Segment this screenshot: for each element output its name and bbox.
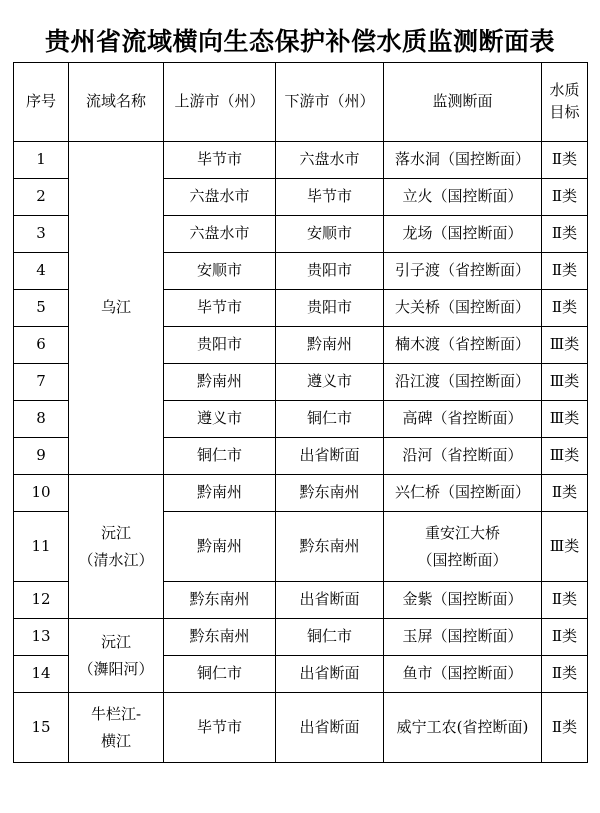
- basin-line2: 横江: [100, 731, 131, 750]
- table-header-row: [14, 63, 588, 142]
- header-downstream: 下游市（州）: [276, 63, 384, 142]
- header-seq: 序号: [14, 63, 69, 142]
- basin-line1: 沅江: [100, 633, 131, 652]
- cell-upstream: 六盘水市: [164, 179, 276, 216]
- cell-downstream: 出省断面: [276, 656, 384, 693]
- cell-target: Ⅲ类: [542, 438, 588, 475]
- monitoring-sections-table: [13, 62, 588, 763]
- cell-seq: 1: [14, 142, 69, 179]
- cell-downstream: 出省断面: [276, 693, 384, 763]
- cell-upstream: 铜仁市: [164, 438, 276, 475]
- cell-section: 引子渡（省控断面）: [384, 253, 542, 290]
- cell-downstream: 黔南州: [276, 327, 384, 364]
- cell-target: Ⅱ类: [542, 142, 588, 179]
- cell-target: Ⅲ类: [542, 364, 588, 401]
- cell-section: 金紫（国控断面）: [384, 582, 542, 619]
- cell-seq: 11: [14, 512, 69, 582]
- section-line1: 重安江大桥: [424, 523, 500, 542]
- cell-upstream: 遵义市: [164, 401, 276, 438]
- basin-line2: （清水江）: [78, 550, 154, 569]
- table-row: [14, 142, 588, 179]
- cell-downstream: 铜仁市: [276, 401, 384, 438]
- cell-seq: 8: [14, 401, 69, 438]
- cell-section: 落水洞（国控断面）: [384, 142, 542, 179]
- cell-downstream: 黔东南州: [276, 475, 384, 512]
- cell-upstream: 毕节市: [164, 693, 276, 763]
- cell-upstream: 安顺市: [164, 253, 276, 290]
- cell-downstream: 毕节市: [276, 179, 384, 216]
- header-target-line1: 水质: [549, 81, 580, 100]
- cell-upstream: 毕节市: [164, 290, 276, 327]
- cell-seq: 12: [14, 582, 69, 619]
- cell-downstream: 出省断面: [276, 438, 384, 475]
- cell-target: Ⅱ类: [542, 582, 588, 619]
- cell-section: 龙场（国控断面）: [384, 216, 542, 253]
- cell-seq: 5: [14, 290, 69, 327]
- cell-section: 大关桥（国控断面）: [384, 290, 542, 327]
- cell-section: 楠木渡（省控断面）: [384, 327, 542, 364]
- cell-upstream: 黔东南州: [164, 619, 276, 656]
- cell-seq: 7: [14, 364, 69, 401]
- header-upstream: 上游市（州）: [164, 63, 276, 142]
- cell-seq: 10: [14, 475, 69, 512]
- cell-seq: 13: [14, 619, 69, 656]
- cell-upstream: 黔南州: [164, 475, 276, 512]
- cell-target: Ⅲ类: [542, 401, 588, 438]
- cell-downstream: 贵阳市: [276, 253, 384, 290]
- cell-target: Ⅱ类: [542, 693, 588, 763]
- cell-seq: 9: [14, 438, 69, 475]
- basin-line1: 牛栏江-: [90, 705, 142, 724]
- cell-target: Ⅱ类: [542, 290, 588, 327]
- cell-basin-yuanjiang-qingshui: [69, 475, 164, 619]
- basin-line2: （㵲阳河）: [78, 659, 154, 678]
- cell-section: 兴仁桥（国控断面）: [384, 475, 542, 512]
- header-basin: 流域名称: [69, 63, 164, 142]
- cell-section: 威宁工农(省控断面): [384, 693, 542, 763]
- cell-upstream: 铜仁市: [164, 656, 276, 693]
- cell-seq: 3: [14, 216, 69, 253]
- cell-downstream: 贵阳市: [276, 290, 384, 327]
- cell-section: 高碑（省控断面）: [384, 401, 542, 438]
- cell-section: 鱼市（国控断面）: [384, 656, 542, 693]
- cell-target: Ⅱ类: [542, 656, 588, 693]
- cell-target: Ⅲ类: [542, 512, 588, 582]
- basin-line1: 沅江: [100, 524, 131, 543]
- cell-basin-wujiang: 乌江: [69, 142, 164, 475]
- cell-seq: 15: [14, 693, 69, 763]
- cell-seq: 14: [14, 656, 69, 693]
- cell-upstream: 黔东南州: [164, 582, 276, 619]
- cell-section: 立火（国控断面）: [384, 179, 542, 216]
- cell-upstream: 黔南州: [164, 364, 276, 401]
- cell-target: Ⅱ类: [542, 475, 588, 512]
- cell-target: Ⅱ类: [542, 216, 588, 253]
- header-section: 监测断面: [384, 63, 542, 142]
- section-line2: （国控断面）: [417, 550, 508, 569]
- cell-section: 沿河（省控断面）: [384, 438, 542, 475]
- cell-seq: 6: [14, 327, 69, 364]
- page-title: 贵州省流域横向生态保护补偿水质监测断面表: [44, 27, 555, 56]
- cell-downstream: 六盘水市: [276, 142, 384, 179]
- cell-downstream: 安顺市: [276, 216, 384, 253]
- cell-seq: 2: [14, 179, 69, 216]
- cell-upstream: 毕节市: [164, 142, 276, 179]
- cell-upstream: 贵阳市: [164, 327, 276, 364]
- header-target: [542, 63, 588, 142]
- cell-target: Ⅱ类: [542, 619, 588, 656]
- cell-basin-niulanjiang: [69, 693, 164, 763]
- cell-upstream: 六盘水市: [164, 216, 276, 253]
- table-row: [14, 475, 588, 512]
- cell-seq: 4: [14, 253, 69, 290]
- cell-downstream: 黔东南州: [276, 512, 384, 582]
- table-row: [14, 619, 588, 656]
- header-target-line2: 目标: [549, 103, 580, 121]
- cell-downstream: 遵义市: [276, 364, 384, 401]
- cell-upstream: 黔南州: [164, 512, 276, 582]
- table-row: [14, 693, 588, 763]
- cell-section: 玉屏（国控断面）: [384, 619, 542, 656]
- cell-downstream: 出省断面: [276, 582, 384, 619]
- cell-target: Ⅱ类: [542, 253, 588, 290]
- cell-target: Ⅲ类: [542, 327, 588, 364]
- cell-basin-yuanjiang-wuyang: [69, 619, 164, 693]
- cell-section: 沿江渡（国控断面）: [384, 364, 542, 401]
- cell-section: [384, 512, 542, 582]
- cell-downstream: 铜仁市: [276, 619, 384, 656]
- cell-target: Ⅱ类: [542, 179, 588, 216]
